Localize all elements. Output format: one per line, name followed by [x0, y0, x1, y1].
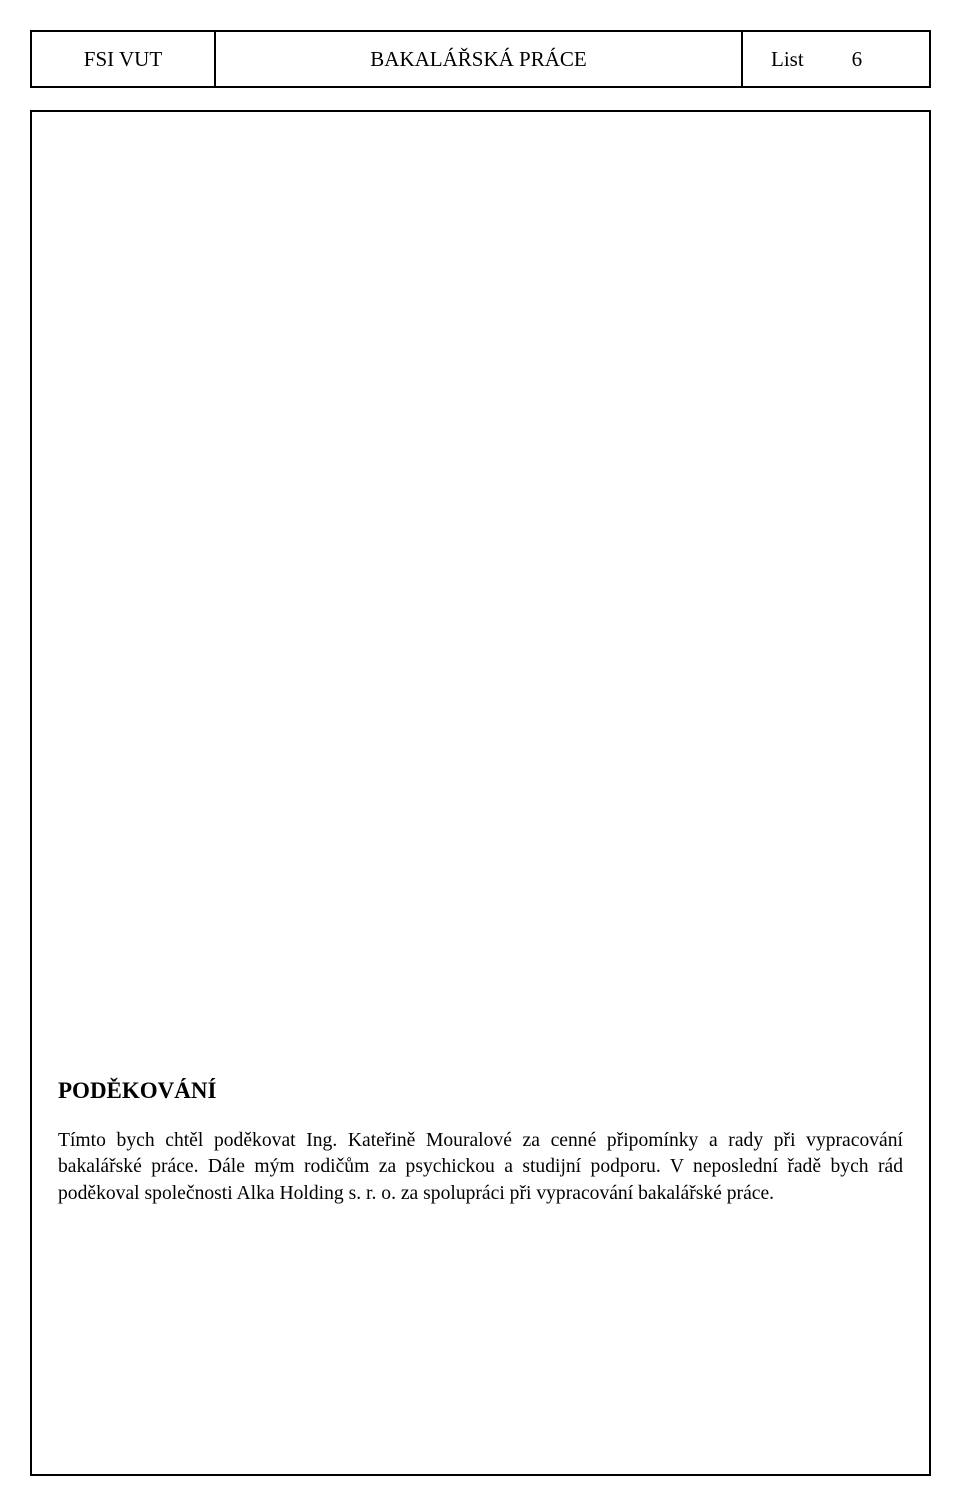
- header-thesis-title: BAKALÁŘSKÁ PRÁCE: [216, 32, 743, 86]
- header-list-label: List: [771, 46, 804, 71]
- acknowledgement-section: [58, 1074, 903, 1207]
- acknowledgement-paragraph: Tímto bych chtěl poděkovat Ing. Kateřině Mouralové za cenné připomínky a rady při vypracování bakalářské práce. Dále mým rodičům za psychickou a studijní podporu. V neposlední řadě bych rád poděkoval společnosti Alka Holding s. r. o. za spolupráci při vypracování bakalářské práce.: [58, 1130, 903, 1204]
- header-page-info: [743, 32, 929, 86]
- page-header: [30, 30, 931, 88]
- page-body-frame: [30, 110, 931, 1476]
- header-school: FSI VUT: [32, 32, 216, 86]
- section-heading: PODĚKOVÁNÍ: [58, 1078, 217, 1103]
- header-page-number: 6: [851, 46, 863, 71]
